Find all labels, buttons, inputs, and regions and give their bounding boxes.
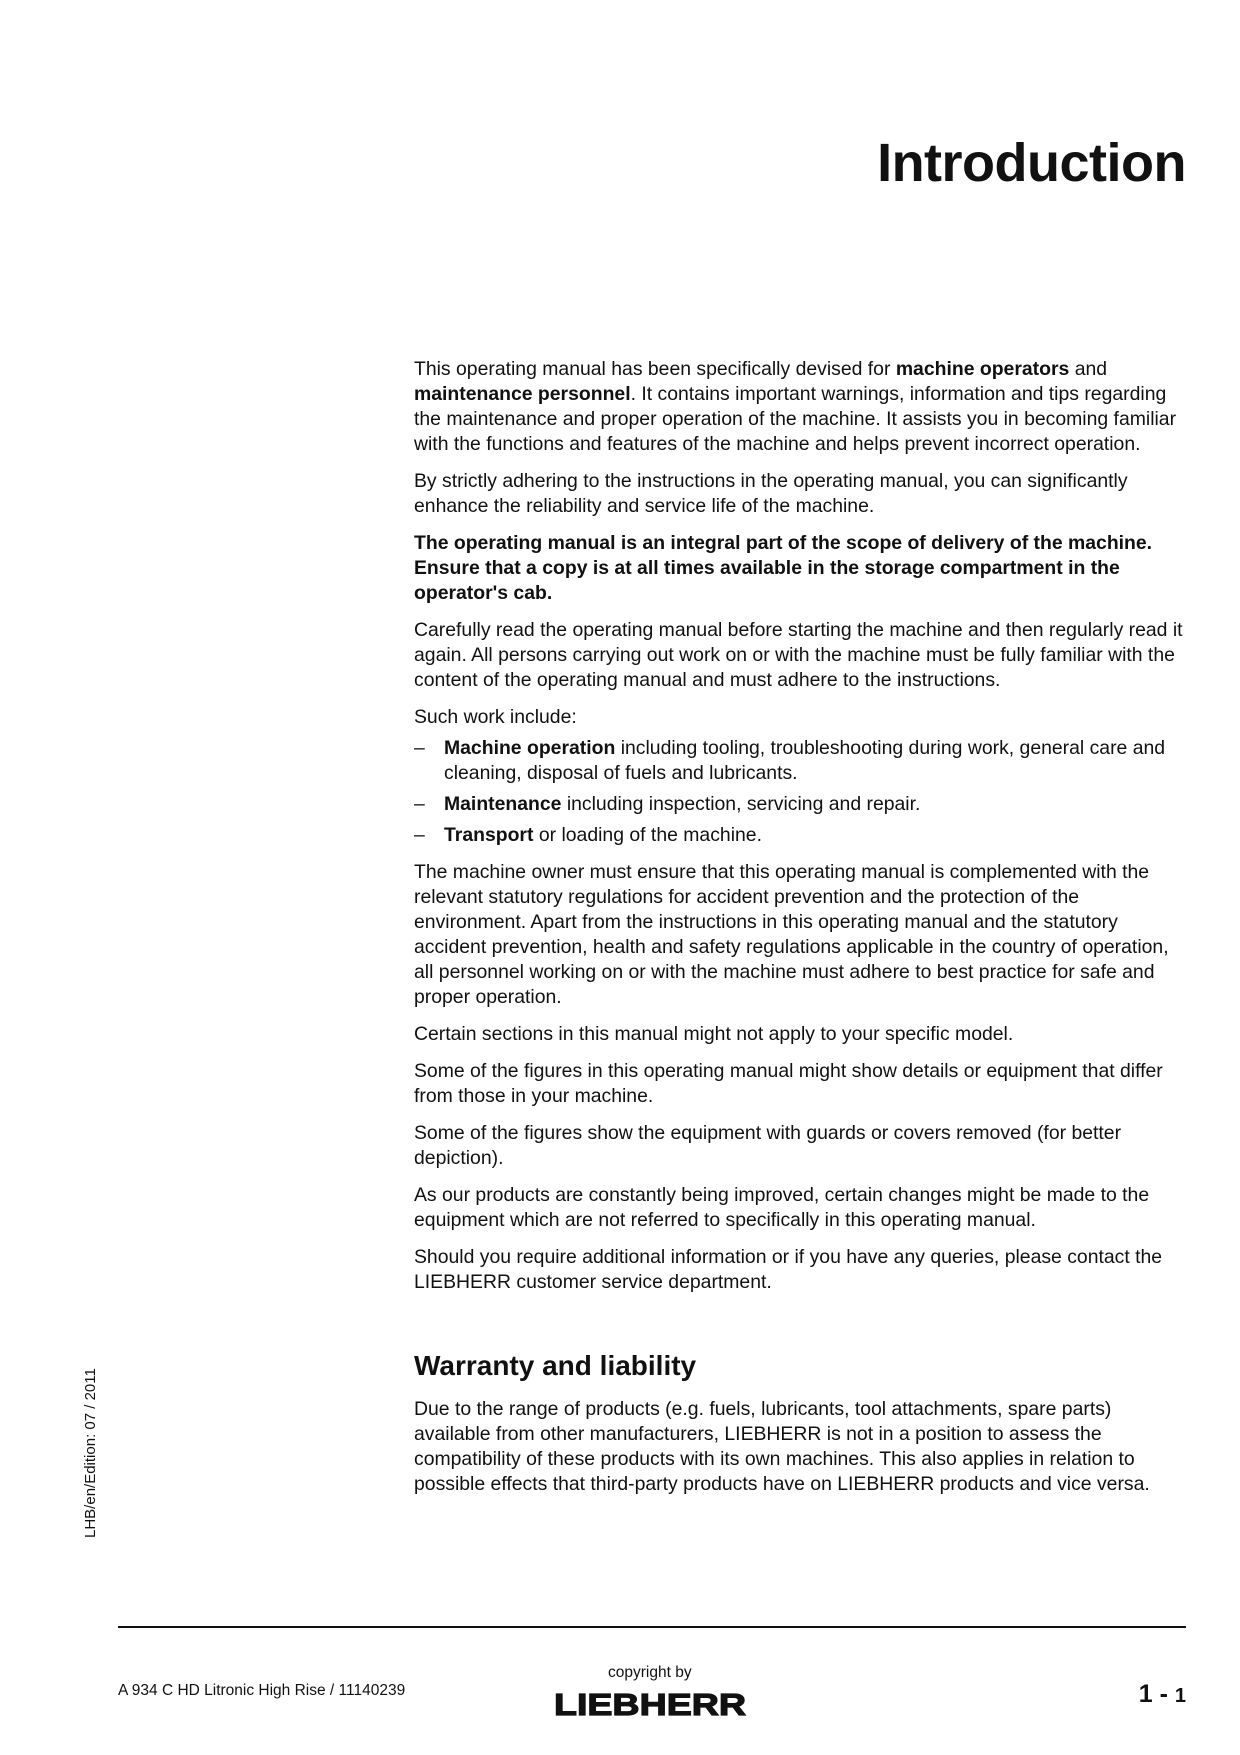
- edition-label: LHB/en/Edition: 07 / 2011: [82, 1368, 99, 1538]
- intro-paragraph-7: Certain sections in this manual might not apply to your specific model.: [414, 1023, 1014, 1045]
- bold-text: Maintenance: [444, 793, 562, 815]
- warranty-heading: Warranty and liability: [414, 1350, 697, 1381]
- page-number-value: 1: [1174, 1685, 1186, 1707]
- bold-text: machine operators: [895, 358, 1070, 380]
- footer-model-label: A 934 C HD Litronic High Rise / 11140239: [118, 1682, 406, 1699]
- list-item: [414, 736, 1186, 786]
- text-span: including inspection, servicing and repair.: [561, 793, 921, 815]
- bold-text: Transport: [444, 824, 534, 846]
- warranty-paragraph-1: Due to the range of products (e.g. fuels, lubricants, tool attachments, spare parts) available from other manufacturers, LIEBHERR is not in a position to assess the compatibility of these products with its own machines. This also applies in relation to possible effects that third-party products have on LIEBHERR products and vice versa.: [414, 1398, 1150, 1495]
- intro-paragraph-3-important: [414, 531, 1186, 606]
- intro-paragraph-9: Some of the figures show the equipment with guards or covers removed (for better depiction).: [414, 1122, 1122, 1169]
- liebherr-logo: [552, 1689, 748, 1719]
- bold-text: Machine operation: [444, 737, 616, 759]
- intro-paragraph-11: Should you require additional information or if you have any queries, please contact the LIEBHERR customer service department.: [414, 1246, 1163, 1293]
- intro-paragraph-2: By strictly adhering to the instructions in the operating manual, you can significantly enhance the reliability and service life of the machine.: [414, 470, 1128, 517]
- logo-wordmark: LIEBHERR: [554, 1689, 746, 1719]
- text-span: . It contains important warnings, information and tips regarding the maintenance and proper operation of the machine. It assists you in becoming familiar with the functions and features of the machine and helps prevent incorrect operation.: [414, 383, 1177, 455]
- intro-paragraph-8: Some of the figures in this operating manual might show details or equipment that differ from those in your machine.: [414, 1060, 1163, 1107]
- footer-divider: [118, 1626, 1186, 1628]
- intro-paragraph-1: [414, 357, 1186, 457]
- chapter-number: 1: [1138, 1680, 1153, 1708]
- text-span: including tooling, troubleshooting during work, general care and cleaning, disposal of fuels and lubricants.: [444, 737, 1166, 784]
- intro-paragraph-5: Such work include:: [414, 706, 577, 728]
- dash-bullet: –: [414, 793, 425, 815]
- dash-bullet: –: [414, 737, 425, 759]
- text-span: and: [1069, 358, 1108, 380]
- intro-paragraph-10: As our products are constantly being improved, certain changes might be made to the equipment which are not referred to specifically in this operating manual.: [414, 1184, 1150, 1231]
- page-number: [1139, 1680, 1186, 1709]
- page-title: Introduction: [877, 133, 1186, 193]
- dash-bullet: –: [414, 824, 425, 846]
- intro-paragraph-6: The machine owner must ensure that this operating manual is complemented with the relevant statutory regulations for accident prevention and the protection of the environment. Apart from the instructions in this operating manual and the statutory accident prevention, health and safety regulations applicable in the country of operation, all personnel working on or with the machine must adhere to best practice for safe and proper operation.: [414, 861, 1169, 1008]
- bold-text: maintenance personnel: [414, 383, 631, 405]
- text-span: This operating manual has been specifically devised for: [414, 358, 896, 380]
- text-span: or loading of the machine.: [533, 824, 762, 846]
- page-separator: [1153, 1680, 1175, 1708]
- intro-paragraph-4: Carefully read the operating manual before starting the machine and then regularly read it again. All persons carrying out work on or with the machine must be fully familiar with the content of the operating manual and must adhere to the instructions.: [414, 619, 1183, 691]
- list-item: [414, 792, 1186, 817]
- separator-char: -: [1159, 1680, 1168, 1708]
- main-content: [414, 357, 1186, 1509]
- footer-copyright: copyright by: [608, 1664, 692, 1681]
- work-list: [414, 736, 1186, 848]
- bold-text: The operating manual is an integral part of the scope of delivery of the machine. Ensure that a copy is at all times available in the storage compartment in the operator's cab.: [414, 532, 1153, 604]
- list-item: [414, 823, 1186, 848]
